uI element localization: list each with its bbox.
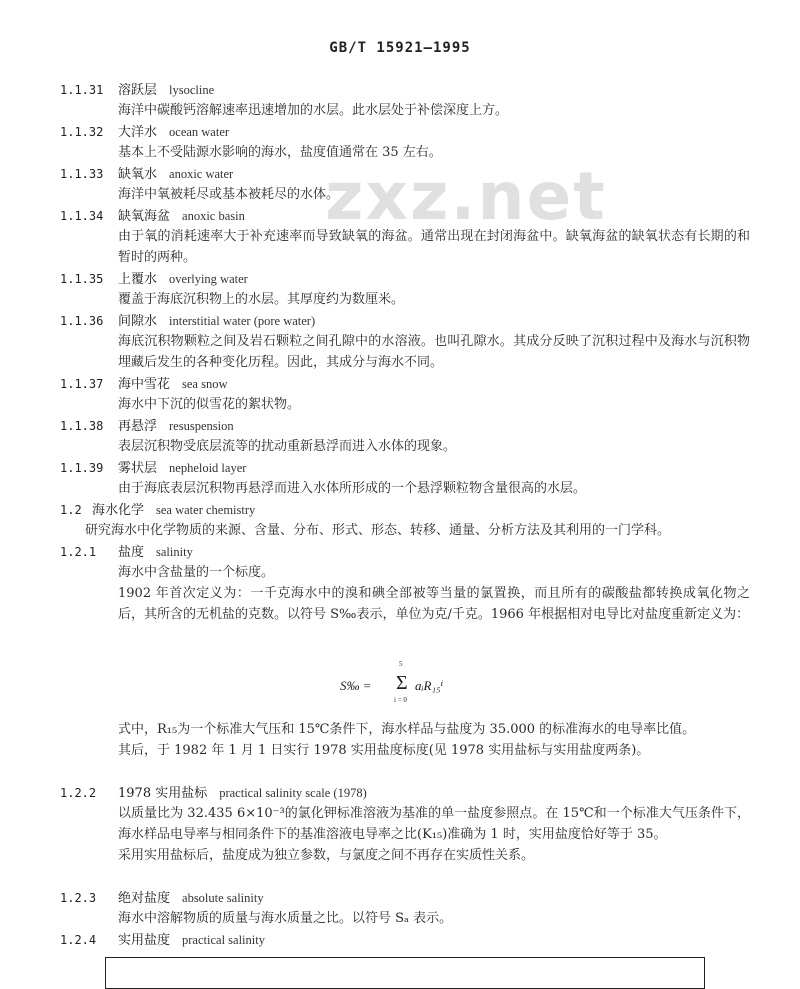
term-number: 1.2.4 [60,933,97,947]
term-definition: 表层沉积物受底层流等的扰动重新悬浮而进入水体的现象。 [118,439,457,454]
term-chinese: 缺氧海盆 [118,209,171,224]
term-number: 1.2.2 [60,786,97,800]
term-definition: 基本上不受陆源水影响的海水，盐度值通常在 35 左右。 [118,145,442,160]
term-entry [60,374,750,415]
salinity-formula [340,660,480,706]
term-chinese: 雾状层 [118,461,158,476]
term-english: ocean water [169,125,230,139]
term-entry [60,206,750,268]
section-english: sea water chemistry [156,503,256,517]
term-entry [60,542,750,625]
term-entry [60,783,750,866]
term-definition: 海洋中碳酸钙溶解速率迅速增加的水层。此水层处于补偿深度上方。 [118,103,509,118]
formula-sum-lower: i = 0 [394,696,407,704]
term-number: 1.1.38 [60,419,104,433]
term-number: 1.2.1 [60,545,97,559]
term-chinese: 绝对盐度 [118,891,171,906]
term-english: lysocline [169,83,215,97]
term-chinese: 再悬浮 [118,419,158,434]
term-number: 1.1.36 [60,314,104,328]
term-english: anoxic basin [182,209,245,223]
term-number: 1.1.32 [60,125,104,139]
section-chinese: 海水化学 [92,503,145,518]
term-number: 1.1.34 [60,209,104,223]
term-chinese: 缺氧水 [118,167,158,182]
term-definition: 由于海底表层沉积物再悬浮而进入水体所形成的一个悬浮颗粒物含量很高的水层。 [118,481,587,496]
section-number: 1.2 [60,503,82,517]
term-entry [60,458,750,499]
term-definition: 海水中下沉的似雪花的絮状物。 [118,397,301,412]
term-chinese: 盐度 [118,545,145,560]
term-chinese: 间隙水 [118,314,158,329]
term-entry-continued [60,719,750,761]
term-entry [60,930,750,950]
formula-sigma: Σ [396,672,408,694]
section-definition: 研究海水中化学物质的来源、含量、分布、形式、形态、转移、通量、分析方法及其利用的一门学科。 [85,523,671,538]
term-english: interstitial water (pore water) [169,314,316,328]
term-english: practical salinity scale (1978) [219,786,367,800]
term-number: 1.1.39 [60,461,104,475]
term-chinese: 大洋水 [118,125,158,140]
term-english: sea snow [182,377,228,391]
term-chinese: 1978 实用盐标 [118,786,208,801]
term-number: 1.1.33 [60,167,104,181]
term-english: overlying water [169,272,248,286]
term-chinese: 实用盐度 [118,933,171,948]
term-number: 1.2.3 [60,891,97,905]
term-entry [60,269,750,310]
term-english: resuspension [169,419,234,433]
term-definition: 采用实用盐标后，盐度成为独立参数，与氯度之间不再存在实质性关系。 [118,848,535,863]
term-english: nepheloid layer [169,461,247,475]
formula-rhs: aᵢR₁₅ⁱ [415,678,444,693]
term-entry [60,80,750,121]
term-entry [60,164,750,205]
term-definition: 以质量比为 32.435 6×10⁻³的氯化钾标准溶液为基准的单一盐度参照点。在 15℃和一个标准大气压条件下，海水样品电导率与相同条件下的基准溶液电导率之比(K₁₅)准确为 1 时，实用盐度恰好等于 35。 [118,806,750,842]
term-definition: 由于氧的消耗速率大于补充速率而导致缺氧的海盆。通常出现在封闭海盆中。缺氧海盆的缺氧状态有长期的和暂时的两种。 [118,229,750,265]
term-entry [60,416,750,457]
term-definition: 海底沉积物颗粒之间及岩石颗粒之间孔隙中的水溶液。也叫孔隙水。其成分反映了沉积过程中及海水与沉积物埋藏后发生的各种变化历程。因此，其成分与海水不同。 [118,334,750,370]
term-chinese: 溶跃层 [118,83,158,98]
term-number: 1.1.31 [60,83,104,97]
term-english: salinity [156,545,193,559]
term-english: practical salinity [182,933,265,947]
term-definition: 其后，于 1982 年 1 月 1 日实行 1978 实用盐度标度(见 1978 实用盐标与实用盐度两条)。 [118,743,650,758]
term-entry [60,888,750,929]
term-chinese: 上覆水 [118,272,158,287]
term-entry [60,311,750,373]
footer-frame [105,957,705,989]
term-definition: 海水中溶解物质的质量与海水质量之比。以符号 Sₐ 表示。 [118,911,453,926]
page-header-standard-number: GB/T 15921—1995 [329,40,471,56]
term-definition: 式中，R₁₅为一个标准大气压和 15℃条件下，海水样品与盐度为 35.000 的标准海水的电导率比值。 [118,722,696,737]
term-definition: 海洋中氧被耗尽或基本被耗尽的水体。 [118,187,340,202]
term-definition: 海水中含盐量的一个标度。 [118,565,275,580]
term-definition: 覆盖于海底沉积物上的水层。其厚度约为数厘米。 [118,292,405,307]
site-watermark: zxz.net [325,158,607,235]
term-english: absolute salinity [182,891,264,905]
term-entry [60,122,750,163]
term-chinese: 海中雪花 [118,377,171,392]
section-entry [60,500,750,541]
term-english: anoxic water [169,167,234,181]
term-definition: 1902 年首次定义为：一千克海水中的溴和碘全部被等当量的氯置换，而且所有的碳酸盐都转换成氧化物之后，其所含的无机盐的克数。以符号 S‰表示，单位为克/千克。1966 年根据相对电导比对盐度重新定义为： [118,586,750,622]
term-number: 1.1.37 [60,377,104,391]
formula-lhs: S‰ = [340,678,372,693]
term-number: 1.1.35 [60,272,104,286]
formula-sum-upper: 5 [399,660,403,668]
